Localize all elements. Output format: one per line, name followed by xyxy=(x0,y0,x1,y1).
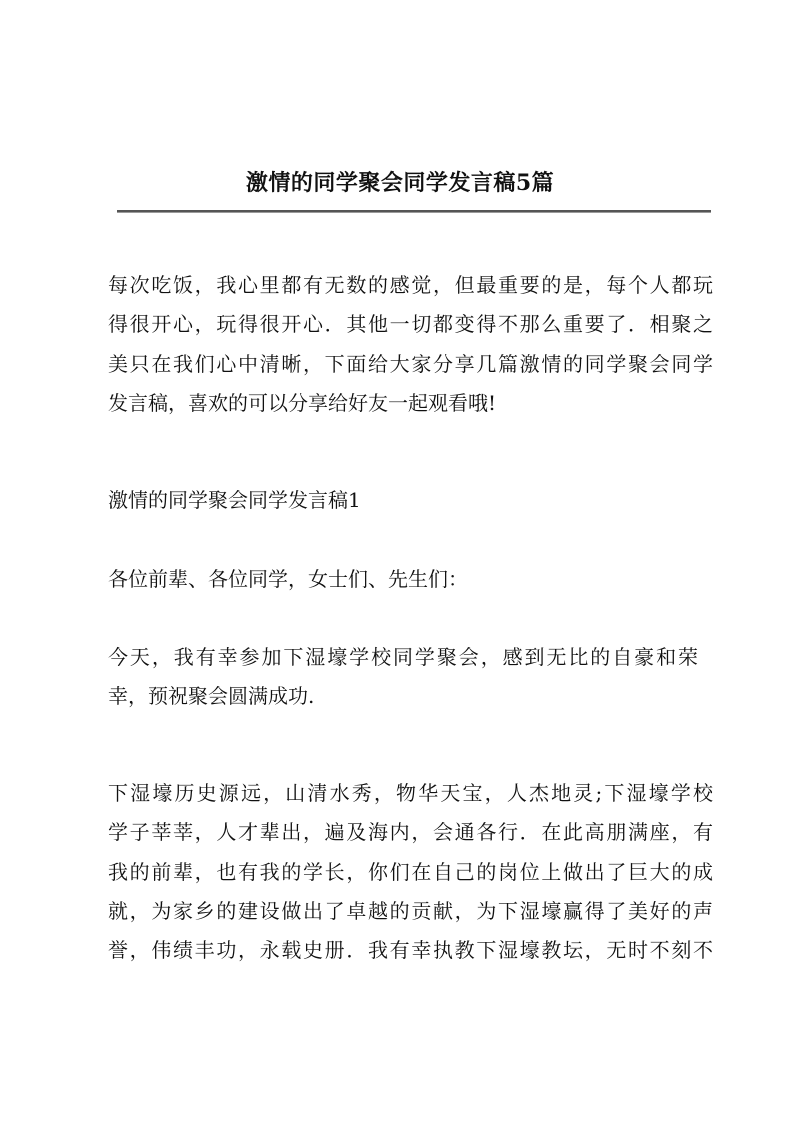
text-line: 就，为家乡的建设做出了卓越的贡献，为下湿壕赢得了美好的声 xyxy=(108,898,713,923)
text-line: 学子莘莘，人才辈出，遍及海内，会通各行．在此高朋满座，有 xyxy=(108,820,713,845)
salutation-text: 各位前辈、各位同学，女士们、先生们： xyxy=(108,567,468,591)
document-title: 激情的同学聚会同学发言稿5篇 xyxy=(245,170,555,196)
paragraph-2 xyxy=(108,774,713,970)
text-line: 每次吃饭，我心里都有无数的感觉，但最重要的是，每个人都玩 xyxy=(108,273,713,297)
salutation-paragraph xyxy=(108,560,713,599)
text-line: 我的前辈，也有我的学长，你们在自己的岗位上做出了巨大的成 xyxy=(108,859,713,884)
text-line: 下湿壕历史源远，山清水秀，物华天宝，人杰地灵;下湿壕学校 xyxy=(108,781,713,805)
section-heading xyxy=(108,481,713,520)
text-line: 今天，我有幸参加下湿壕学校同学聚会，感到无比的自豪和荣 xyxy=(108,645,698,669)
title-divider xyxy=(117,210,711,213)
text-line: 誉，伟绩丰功，永载史册．我有幸执教下湿壕教坛，无时不刻不 xyxy=(108,938,713,963)
text-line: 美只在我们心中清晰，下面给大家分享几篇激情的同学聚会同学 xyxy=(108,351,713,376)
text-line: 幸，预祝聚会圆满成功. xyxy=(108,684,315,709)
text-line: 发言稿，喜欢的可以分享给好友一起观看哦! xyxy=(108,390,497,415)
section-heading-text: 激情的同学聚会同学发言稿1 xyxy=(108,488,361,512)
intro-paragraph xyxy=(108,266,713,423)
text-line: 得很开心，玩得很开心．其他一切都变得不那么重要了．相聚之 xyxy=(108,312,713,337)
paragraph-1 xyxy=(108,638,713,717)
